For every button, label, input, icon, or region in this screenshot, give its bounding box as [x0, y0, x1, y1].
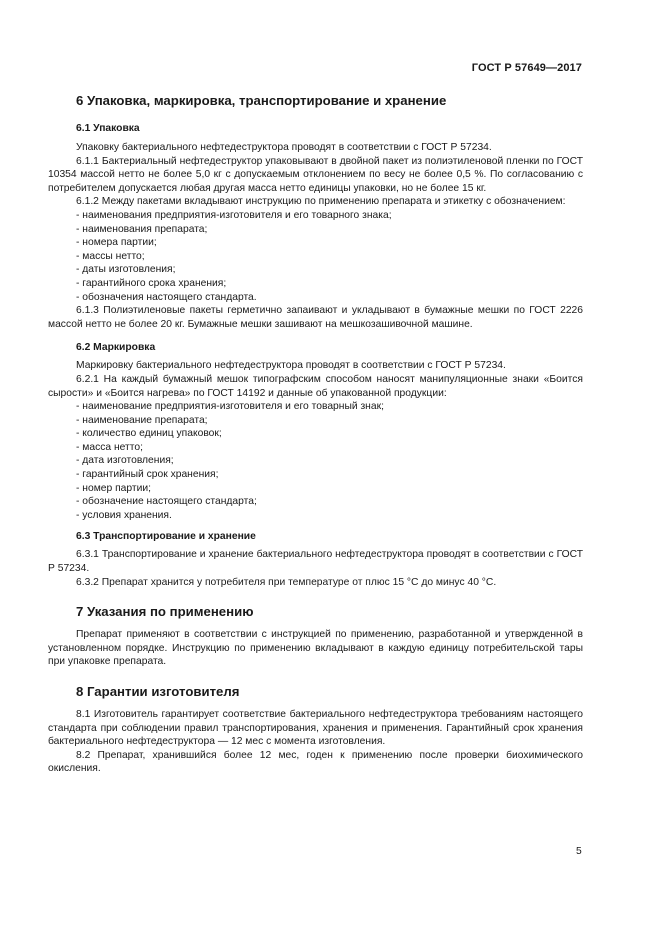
list-item: - наименование препарата;	[76, 414, 208, 426]
section-6-3-title: 6.3 Транспортирование и хранение	[76, 531, 256, 543]
paragraph-6-1-3: 6.1.3 Полиэтиленовые пакеты герметично запаивают и укладывают в бумажные мешки по ГОСТ 2226 массой нетто не более 20 кг. Бумажные мешки зашивают на мешкозашивочной машине.	[48, 305, 583, 330]
list-item: - даты изготовления;	[76, 264, 176, 276]
list-item: - массы нетто;	[76, 250, 145, 262]
list-item: - наименования предприятия-изготовителя и его товарного знака;	[76, 209, 392, 221]
list-item: - количество единиц упаковок;	[76, 428, 222, 440]
paragraph-8-2: 8.2 Препарат, хранившийся более 12 мес, годен к применению после проверки биохимического окисления.	[48, 749, 583, 775]
list-item: - масса нетто;	[76, 441, 143, 453]
list-item: - номера партии;	[76, 237, 157, 249]
list-item: - номер партии;	[76, 482, 151, 494]
page-body	[48, 92, 583, 776]
page-number: 5	[576, 846, 582, 857]
list-item: - гарантийный срок хранения;	[76, 469, 219, 481]
paragraph-6-3-2: 6.3.2 Препарат хранится у потребителя при температуре от плюс 15 °С до минус 40 °С.	[76, 576, 497, 588]
section-6-1-title: 6.1 Упаковка	[76, 123, 140, 134]
list-item: - наименования препарата;	[76, 223, 208, 235]
list-item: - обозначения настоящего стандарта.	[76, 291, 257, 303]
list-item: - наименование предприятия-изготовителя и его товарный знак;	[76, 401, 384, 413]
paragraph-6-1-1: 6.1.1 Бактериальный нефтедеструктор упаковывают в двойной пакет из полиэтиленовой пленки по ГОСТ 10354 массой нетто не более 5,0 кг с допускаемым отклонением по весу не более 0,5 %. По согласованию с потребителем допускается любая другая масса нетто единицы упаковки, но не более 15 кг.	[48, 155, 583, 194]
list-item: - гарантийного срока хранения;	[76, 277, 227, 289]
document-code: ГОСТ Р 57649—2017	[471, 62, 582, 74]
paragraph-6-1-2: 6.1.2 Между пакетами вкладывают инструкцию по применению препарата и этикетку с обозначением:	[76, 196, 566, 208]
paragraph-8-1: 8.1 Изготовитель гарантирует соответствие бактериального нефтедеструктора требованиям настоящего стандарта при соблюдении правил транспортирования, хранения и применения. Гарантийный срок хранения бактериального нефтедеструктора — 12 мес с момента изготовления.	[48, 709, 583, 748]
paragraph-7: Препарат применяют в соответствии с инструкцией по применению, разработанной и утвержденной в установленном порядке. Инструкцию по применению вкладывают в каждую единицу потребительской тары при упаковке препарата.	[48, 629, 583, 668]
section-8-title: 8 Гарантии изготовителя	[76, 684, 240, 699]
paragraph-6-1-intro: Упаковку бактериального нефтедеструктора проводят в соответствии с ГОСТ Р 57234.	[76, 142, 492, 153]
list-item: - условия хранения.	[76, 509, 172, 521]
list-item: - дата изготовления;	[76, 455, 174, 467]
paragraph-6-2-intro: Маркировку бактериального нефтедеструктора проводят в соответствии с ГОСТ Р 57234.	[76, 360, 506, 372]
list-item: - обозначение настоящего стандарта;	[76, 496, 257, 508]
section-6-title: 6 Упаковка, маркировка, транспортирование и хранение	[76, 93, 447, 108]
section-6-2-title: 6.2 Маркировка	[76, 342, 156, 354]
section-7-title: 7 Указания по применению	[76, 604, 254, 620]
paragraph-6-3-1: 6.3.1 Транспортирование и хранение бактериального нефтедеструктора проводят в соответствии с ГОСТ Р 57234.	[48, 549, 583, 575]
paragraph-6-2-1: 6.2.1 На каждый бумажный мешок типографским способом наносят манипуляционные знаки «Боится сырости» и «Боится нагрева» по ГОСТ 14192 и данные об упакованной продукции:	[48, 373, 583, 399]
